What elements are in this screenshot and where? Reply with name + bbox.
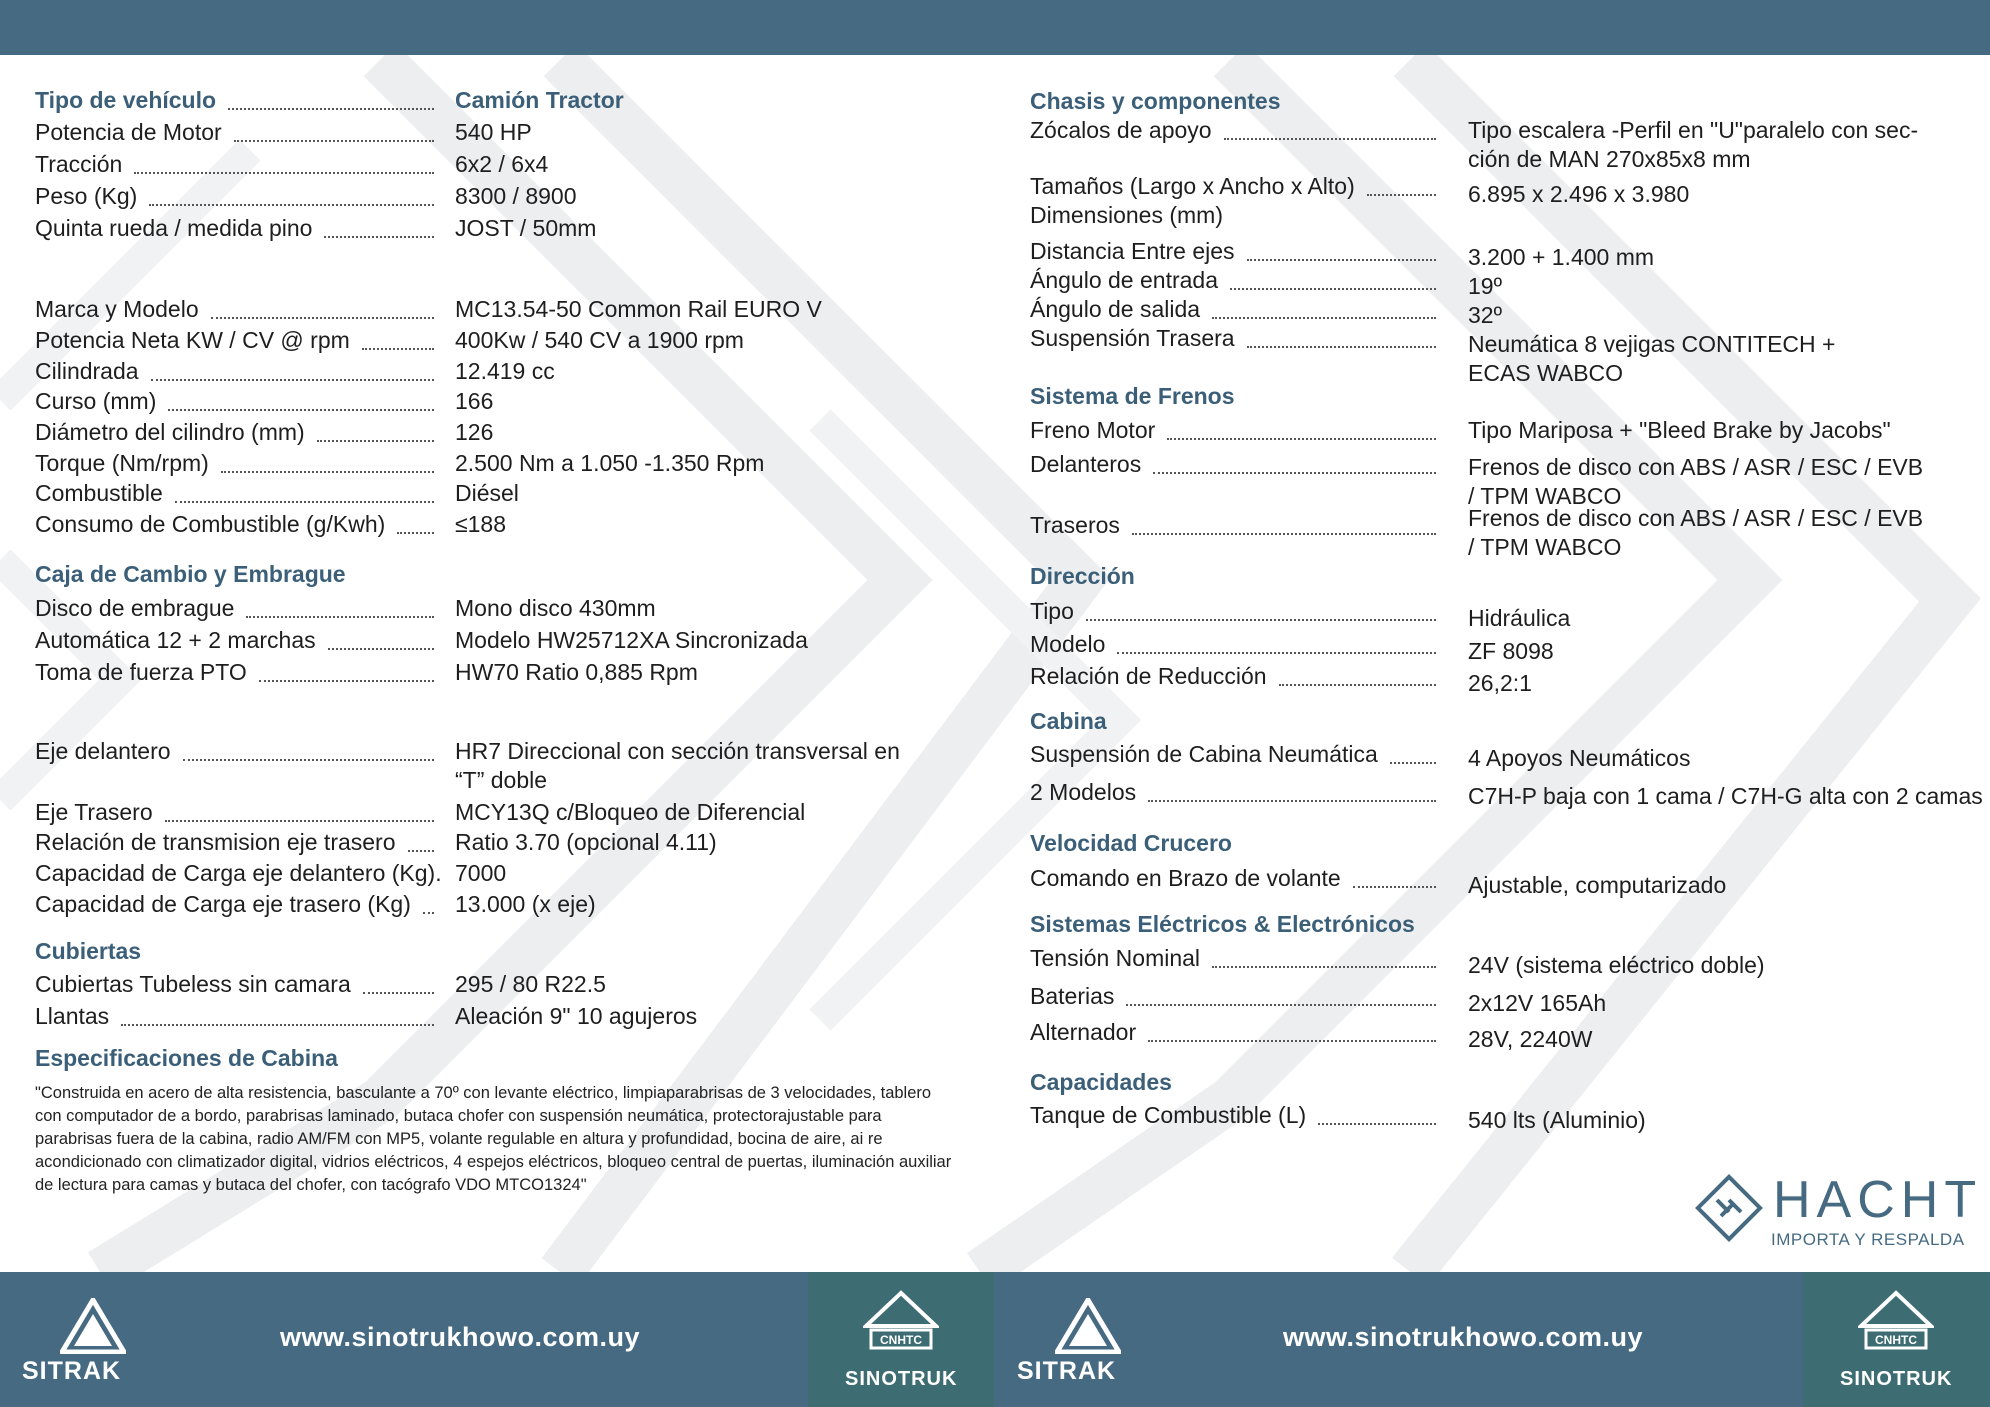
dotted-leader (328, 648, 434, 650)
sitrak-logo-icon (60, 1298, 126, 1354)
dotted-leader (1353, 886, 1436, 888)
spec-value: Ajustable, computarizado (1468, 872, 1727, 898)
spec-label: Baterias (1030, 983, 1115, 1009)
dotted-leader (1132, 533, 1436, 535)
spec-value-line2: / TPM WABCO (1468, 534, 1622, 560)
spec-value: Neumática 8 vejigas CONTITECH + (1468, 331, 1836, 357)
spec-label: Tamaños (Largo x Ancho x Alto) (1030, 173, 1355, 199)
spec-label: Freno Motor (1030, 417, 1156, 443)
spec-value: Modelo HW25712XA Sincronizada (455, 627, 808, 653)
dotted-leader (121, 1024, 434, 1026)
dotted-leader (246, 616, 434, 618)
dotted-leader (221, 471, 434, 473)
spec-label: Disco de embrague (35, 595, 235, 621)
spec-value: Camión Tractor (455, 87, 624, 113)
dotted-leader (1212, 317, 1436, 319)
spec-label: Eje Trasero (35, 799, 153, 825)
dotted-leader (259, 680, 434, 682)
sinotruk-emblem-icon (863, 1290, 939, 1356)
dotted-leader (134, 172, 434, 174)
hacht-name: HACHT (1773, 1171, 1983, 1229)
spec-label: Tipo (1030, 598, 1074, 624)
dotted-leader (1230, 288, 1436, 290)
sinotruk-emblem-icon-right (1858, 1290, 1934, 1356)
spec-label: Ángulo de entrada (1030, 267, 1218, 293)
cnhtc-label-right: CNHTC (1875, 1333, 1917, 1347)
dotted-leader (175, 501, 434, 503)
spec-label: Comando en Brazo de volante (1030, 865, 1341, 891)
spec-value: 28V, 2240W (1468, 1026, 1593, 1052)
spec-label: Zócalos de apoyo (1030, 117, 1212, 143)
spec-value: MC13.54-50 Common Rail EURO V (455, 296, 822, 322)
spec-label: Capacidad de Carga eje delantero (Kg). (35, 860, 442, 886)
spec-value-line2: ción de MAN 270x85x8 mm (1468, 146, 1751, 172)
dotted-leader (168, 409, 434, 411)
sinotruk-label-left: SINOTRUK (845, 1368, 958, 1390)
dotted-leader (1318, 1123, 1436, 1125)
spec-label: Delanteros (1030, 451, 1142, 477)
sitrak-label-left: SITRAK (22, 1357, 122, 1385)
dotted-leader (1086, 619, 1436, 621)
dotted-leader (317, 440, 434, 442)
spec-label: 2 Modelos (1030, 779, 1137, 805)
spec-value: Tipo escalera -Perfil en "U"paralelo con sec- (1468, 117, 1919, 143)
spec-label: Cubiertas Tubeless sin camara (35, 971, 351, 997)
spec-label: Suspensión Trasera (1030, 325, 1235, 351)
spec-value: 2x12V 165Ah (1468, 990, 1607, 1016)
dotted-leader (1153, 472, 1436, 474)
spec-label: Tensión Nominal (1030, 945, 1201, 971)
spec-value: Frenos de disco con ABS / ASR / ESC / EVB (1468, 505, 1924, 531)
dotted-leader (363, 992, 434, 994)
spec-value: 7000 (455, 860, 507, 886)
spec-label: Consumo de Combustible (g/Kwh) (35, 511, 386, 537)
spec-label: Quinta rueda / medida pino (35, 215, 313, 241)
dotted-leader (183, 759, 434, 761)
sinotruk-label-right: SINOTRUK (1840, 1368, 1953, 1390)
spec-label: Combustible (35, 480, 163, 506)
sitrak-logo-icon-right (1055, 1298, 1121, 1354)
dotted-leader (324, 236, 434, 238)
dotted-leader (1117, 652, 1436, 654)
spec-value: ≤188 (455, 511, 506, 537)
brakes-section-title: Sistema de Frenos (1030, 383, 1235, 409)
dotted-leader (151, 379, 434, 381)
footer-url-right[interactable]: www.sinotrukhowo.com.uy (1283, 1322, 1644, 1352)
spec-value: 166 (455, 388, 494, 414)
spec-label: Relación de Reducción (1030, 663, 1267, 689)
spec-label: Relación de transmision eje trasero (35, 829, 396, 855)
dotted-leader (1279, 684, 1436, 686)
dotted-leader (1247, 259, 1436, 261)
spec-value: C7H-P baja con 1 cama / C7H-G alta con 2 camas (1468, 783, 1983, 809)
dotted-leader (211, 317, 434, 319)
footer-url-left[interactable]: www.sinotrukhowo.com.uy (280, 1322, 641, 1352)
spec-value: Aleación 9" 10 agujeros (455, 1003, 698, 1029)
spec-label: Traseros (1030, 512, 1120, 538)
capacity-section-title: Capacidades (1030, 1069, 1172, 1095)
dotted-leader (234, 140, 434, 142)
dotted-leader (1148, 1040, 1436, 1042)
cabin-spec-text: "Construida en acero de alta resistencia, basculante a 70º con levante eléctrico, limpiaparabrisas de 3 velocidades, tablero con computador de a bordo, parabrisas laminado, butaca chofer con suspensión neumática, protectorajustable para parabrisas fuera de la cabina, radio AM/FM con MP5, volante regulable en altura y profundidad, bocina de aire, ai re acondicionado con climatizador digital, vidrios eléctricos, 4 espejos eléctricos, bloqueo central de puertas, iluminación auxiliar de lectura para camas y butaca del chofer, con tacógrafo VDO MTCO1324" (35, 1084, 952, 1194)
spec-label: Eje delantero (35, 738, 171, 764)
spec-value: 24V (sistema eléctrico doble) (1468, 952, 1765, 978)
spec-value: 400Kw / 540 CV a 1900 rpm (455, 327, 744, 353)
spec-value: 26,2:1 (1468, 670, 1532, 696)
dotted-leader (1224, 138, 1436, 140)
dotted-leader (362, 348, 434, 350)
spec-value: Diésel (455, 480, 519, 506)
spec-value: 540 HP (455, 119, 532, 145)
dotted-leader (423, 912, 434, 914)
spec-value: 6.895 x 2.496 x 3.980 (1468, 181, 1690, 207)
spec-label-line2: Dimensiones (mm) (1030, 202, 1223, 228)
spec-label: Suspensión de Cabina Neumática (1030, 741, 1378, 767)
spec-label: Diámetro del cilindro (mm) (35, 419, 305, 445)
hacht-tagline: IMPORTA Y RESPALDA (1771, 1230, 1965, 1249)
spec-label: Peso (Kg) (35, 183, 138, 209)
spec-label: Marca y Modelo (35, 296, 199, 322)
spec-label: Cilindrada (35, 358, 139, 384)
spec-label: Curso (mm) (35, 388, 157, 414)
spec-label: Capacidad de Carga eje trasero (Kg) (35, 891, 411, 917)
spec-label: Tanque de Combustible (L) (1030, 1102, 1307, 1128)
cruise-section-title: Velocidad Crucero (1030, 830, 1232, 856)
sitrak-label-right: SITRAK (1017, 1357, 1117, 1385)
spec-value: HW70 Ratio 0,885 Rpm (455, 659, 698, 685)
dotted-leader (1148, 800, 1436, 802)
spec-label: Llantas (35, 1003, 110, 1029)
spec-value: Tipo Mariposa + "Bleed Brake by Jacobs" (1468, 417, 1891, 443)
spec-value: Frenos de disco con ABS / ASR / ESC / EVB (1468, 454, 1924, 480)
spec-value: ZF 8098 (1468, 638, 1554, 664)
dotted-leader (408, 850, 434, 852)
spec-value: 8300 / 8900 (455, 183, 577, 209)
dotted-leader (1212, 966, 1436, 968)
spec-value-line2: “T” doble (455, 767, 548, 793)
spec-value: 13.000 (x eje) (455, 891, 596, 917)
dotted-leader (165, 820, 434, 822)
spec-label: Toma de fuerza PTO (35, 659, 247, 685)
dotted-leader (149, 204, 434, 206)
spec-value: MCY13Q c/Bloqueo de Diferencial (455, 799, 806, 825)
gearbox-section-title: Caja de Cambio y Embrague (35, 561, 346, 587)
steering-section-title: Dirección (1030, 563, 1135, 589)
dotted-leader (397, 532, 434, 534)
cabin-spec-title: Especificaciones de Cabina (35, 1045, 338, 1071)
spec-label: Ángulo de salida (1030, 296, 1201, 322)
spec-value: 2.500 Nm a 1.050 -1.350 Rpm (455, 450, 765, 476)
spec-label: Modelo (1030, 631, 1106, 657)
electric-section-title: Sistemas Eléctricos & Electrónicos (1030, 911, 1415, 937)
spec-value: 12.419 cc (455, 358, 555, 384)
dotted-leader (1367, 194, 1436, 196)
spec-value: HR7 Direccional con sección transversal en (455, 738, 900, 764)
spec-value-line2: ECAS WABCO (1468, 360, 1624, 386)
spec-label: Distancia Entre ejes (1030, 238, 1235, 264)
spec-label: Alternador (1030, 1019, 1137, 1045)
spec-value: JOST / 50mm (455, 215, 597, 241)
cabin-section-title: Cabina (1030, 708, 1107, 734)
spec-label: Automática 12 + 2 marchas (35, 627, 316, 653)
cnhtc-label-left: CNHTC (880, 1333, 922, 1347)
spec-value: Hidráulica (1468, 605, 1571, 631)
chassis-section-title: Chasis y componentes (1030, 88, 1281, 114)
dotted-leader (1126, 1004, 1436, 1006)
spec-value: Mono disco 430mm (455, 595, 656, 621)
dotted-leader (1390, 762, 1436, 764)
dotted-leader (228, 108, 434, 110)
spec-value: 3.200 + 1.400 mm (1468, 244, 1655, 270)
spec-value: 19º (1468, 273, 1502, 299)
spec-label: Tipo de vehículo (35, 87, 217, 113)
spec-value: 126 (455, 419, 494, 445)
dotted-leader (1167, 438, 1436, 440)
spec-value: 6x2 / 6x4 (455, 151, 549, 177)
hacht-emblem-icon (1693, 1172, 1765, 1244)
spec-value-line2: / TPM WABCO (1468, 483, 1622, 509)
spec-value: 32º (1468, 302, 1502, 328)
spec-value: Ratio 3.70 (opcional 4.11) (455, 829, 717, 855)
spec-label: Torque (Nm/rpm) (35, 450, 209, 476)
dotted-leader (1247, 346, 1436, 348)
spec-label: Potencia de Motor (35, 119, 222, 145)
spec-value: 540 lts (Aluminio) (1468, 1107, 1646, 1133)
spec-value: 4 Apoyos Neumáticos (1468, 745, 1691, 771)
spec-label: Potencia Neta KW / CV @ rpm (35, 327, 350, 353)
tires-section-title: Cubiertas (35, 938, 142, 964)
spec-label: Tracción (35, 151, 123, 177)
spec-value: 295 / 80 R22.5 (455, 971, 606, 997)
